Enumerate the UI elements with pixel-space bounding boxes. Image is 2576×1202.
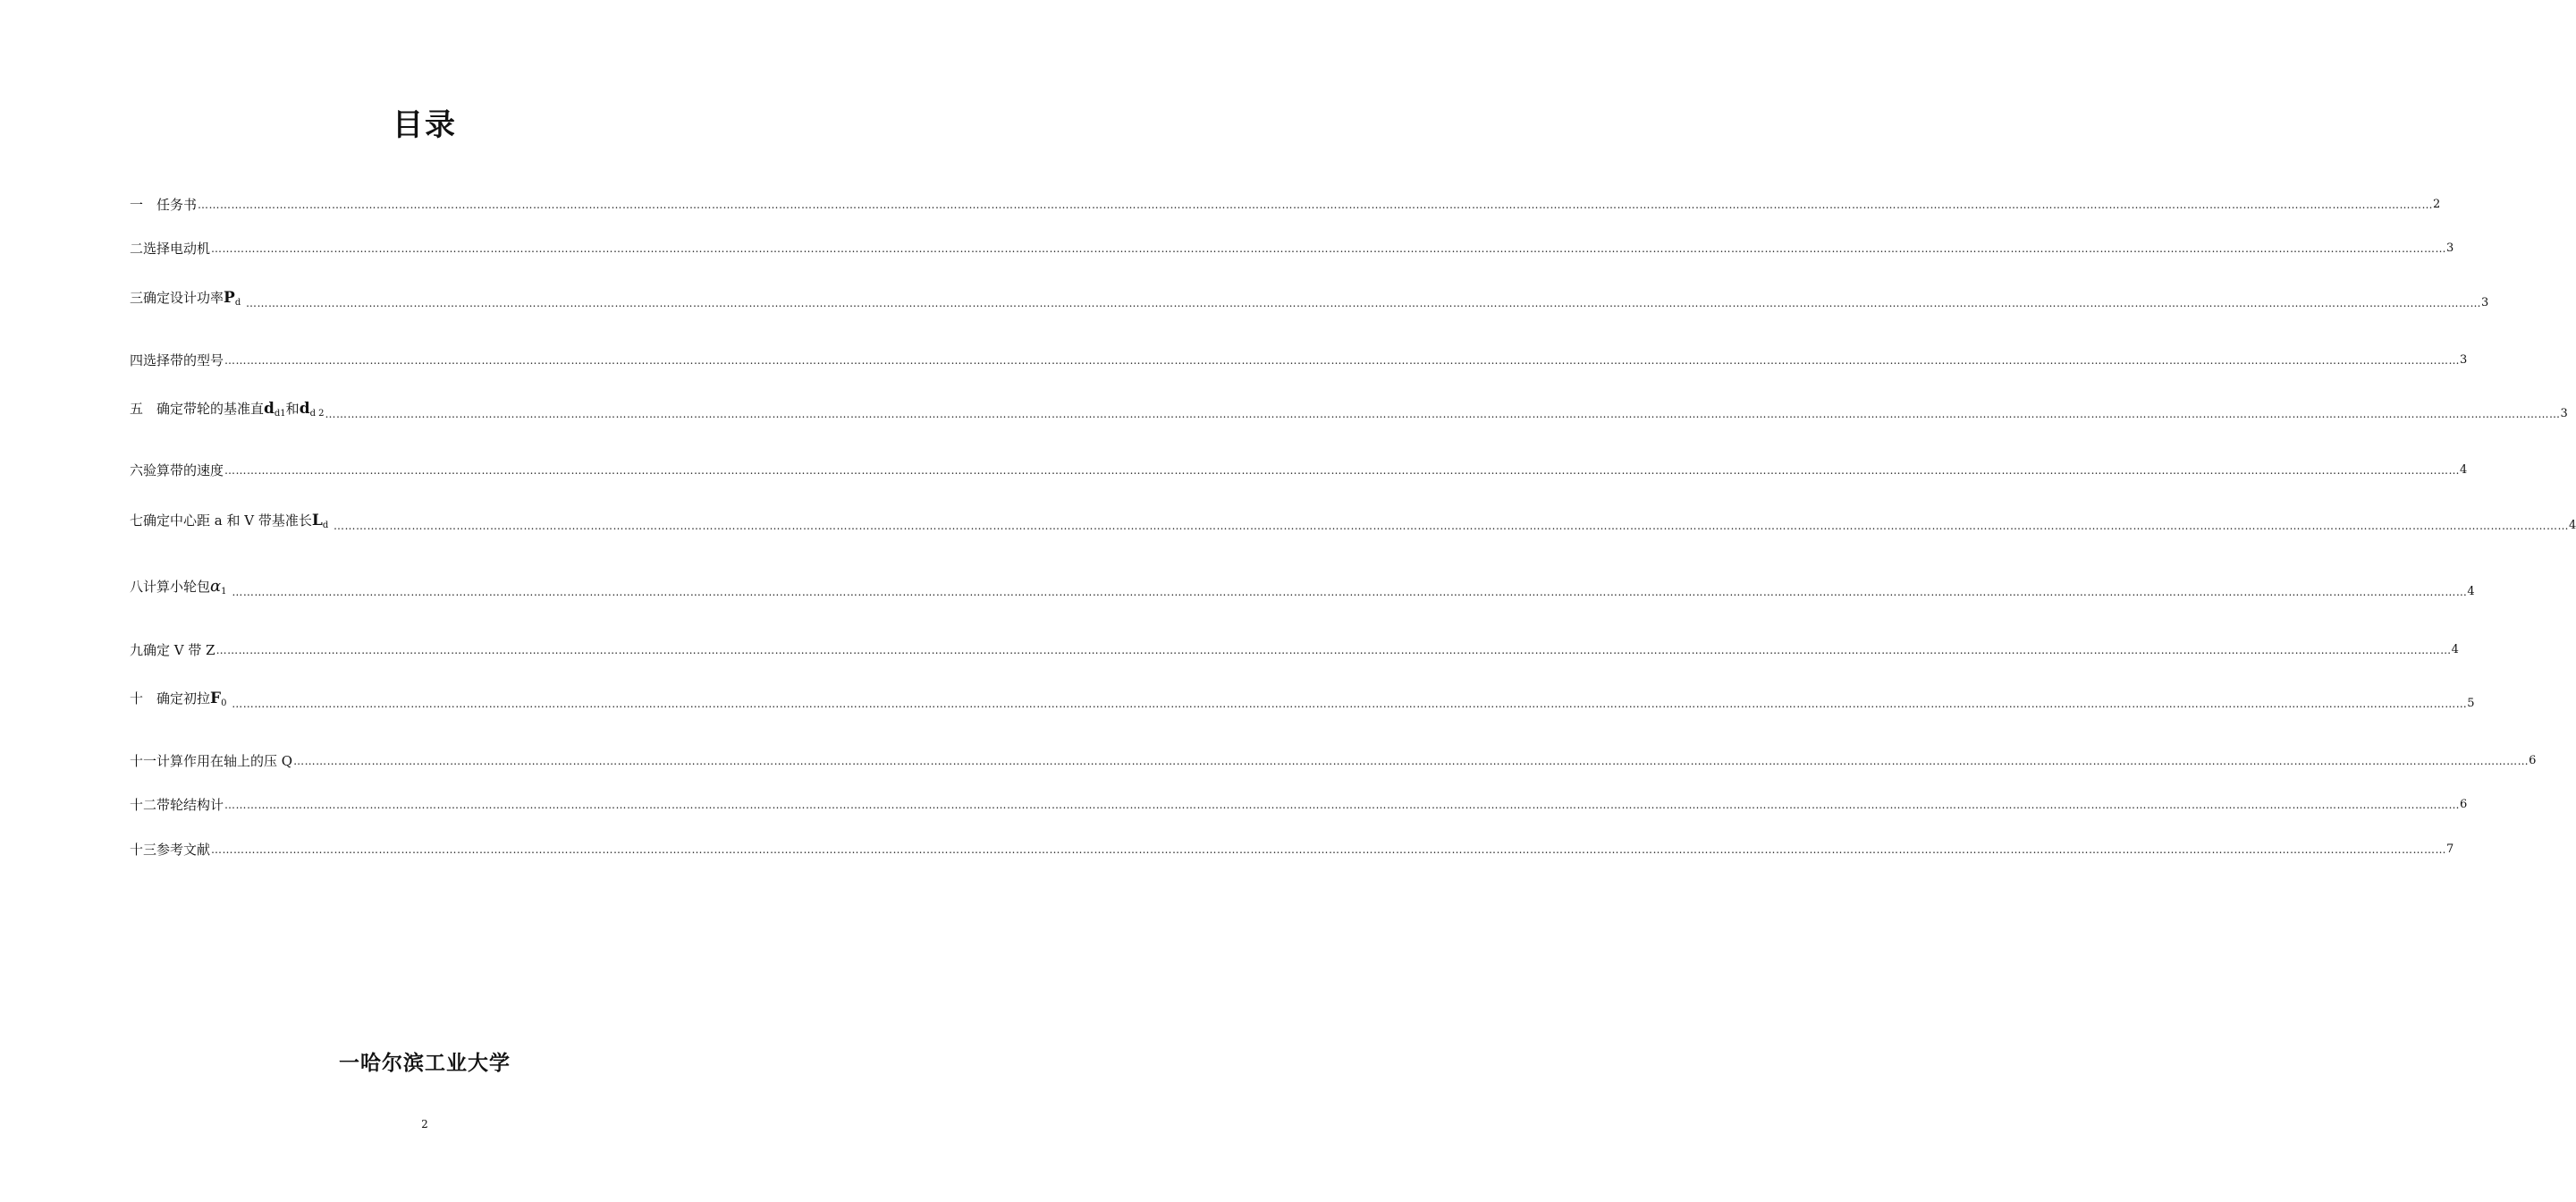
toc-leader-dots: …………………………………………………………………………………………………………………………………………………………………………………………………………………………………………………………………………………………………………………………………………………………………………………………………………………………………………………………………………………………………………………………………………………… <box>215 644 2452 656</box>
toc-entry-text <box>130 577 231 602</box>
toc-entry-3[interactable] <box>130 286 2489 313</box>
toc-leader-dots: …………………………………………………………………………………………………………………………………………………………………………………………………………………………………………………………………………………………………………………………………………………………………………………………………………………………………………………………………………………………………………………………………………………… <box>232 698 2468 710</box>
institution-name: 一哈尔滨工业大学 <box>339 1051 511 1075</box>
toc-leader-dots: …………………………………………………………………………………………………………………………………………………………………………………………………………………………………………………………………………………………………………………………………………………………………………………………………………………………………………………………………………………………………………………………………………………… <box>211 242 2447 255</box>
toc-leader-dots: …………………………………………………………………………………………………………………………………………………………………………………………………………………………………………………………………………………………………………………………………………………………………………………………………………………………………………………………………………………………………………………………………………………… <box>224 354 2461 367</box>
toc-entry-4[interactable] <box>130 343 2468 370</box>
toc-leader-dots: …………………………………………………………………………………………………………………………………………………………………………………………………………………………………………………………………………………………………………………………………………………………………………………………………………………………………………………………………………………………………………………………………………………… <box>293 755 2530 767</box>
toc-entry-label: 三确定设计功率 <box>130 290 224 306</box>
toc-leader-dots: …………………………………………………………………………………………………………………………………………………………………………………………………………………………………………………………………………………………………………………………………………………………………………………………………………………………………………………………………………………………………………………………………………………… <box>224 799 2461 811</box>
toc-entry-text: 九确定 V 带 Z <box>130 642 215 658</box>
toc-leader-dots: …………………………………………………………………………………………………………………………………………………………………………………………………………………………………………………………………………………………………………………………………………………………………………………………………………………………………………………………………………………………………………………………………………………… <box>334 520 2569 532</box>
toc-entry-12[interactable] <box>130 788 2468 815</box>
symbol-p: P <box>224 289 235 307</box>
toc-entry-text <box>130 288 245 313</box>
toc-page-number: 2 <box>2433 198 2441 211</box>
toc-page-number: 6 <box>2460 798 2468 811</box>
toc-page-number: 3 <box>2446 241 2454 255</box>
toc-leader-dots: …………………………………………………………………………………………………………………………………………………………………………………………………………………………………………………………………………………………………………………………………………………………………………………………………………………………………………………………………………………………………………………………………………………… <box>246 297 2481 309</box>
toc-entry-text <box>130 399 325 424</box>
toc-entry-label: 十 确定初拉 <box>130 690 211 707</box>
toc-entry-label: 八计算小轮包 <box>130 579 211 595</box>
toc-page-number: 5 <box>2467 697 2475 710</box>
toc-entry-1[interactable] <box>130 188 2441 215</box>
toc-entry-6[interactable] <box>130 453 2468 480</box>
toc-page-number: 4 <box>2569 519 2576 532</box>
subscript-0: 0 <box>221 698 227 708</box>
toc-page-number: 7 <box>2446 842 2454 856</box>
toc-page-number: 3 <box>2481 296 2489 309</box>
toc-entry-text: 十一计算作用在轴上的压 Q <box>130 753 293 769</box>
subscript-1: 1 <box>221 587 227 597</box>
page-title: 目录 <box>393 107 457 143</box>
toc-entry-label: 五 确定带轮的基准直 <box>130 401 265 417</box>
subscript-d2: d 2 <box>309 409 325 419</box>
toc-leader-dots: …………………………………………………………………………………………………………………………………………………………………………………………………………………………………………………………………………………………………………………………………………………………………………………………………………………………………………………………………………………………………………………………………………………… <box>232 586 2468 598</box>
symbol-alpha: α <box>210 577 222 596</box>
toc-entry-2[interactable] <box>130 232 2454 258</box>
toc-entry-text: 四选择带的型号 <box>130 352 224 368</box>
subscript-d: d <box>322 521 329 530</box>
symbol-l: L <box>311 512 323 529</box>
toc-entry-label: 七确定中心距 a 和 V 带基准长 <box>130 512 312 529</box>
toc-page-number: 3 <box>2460 353 2468 367</box>
toc-entry-text <box>130 689 231 714</box>
symbol-f: F <box>210 690 222 707</box>
toc-leader-dots: …………………………………………………………………………………………………………………………………………………………………………………………………………………………………………………………………………………………………………………………………………………………………………………………………………………………………………………………………………………………………………………………………………………… <box>211 843 2447 856</box>
toc-entry-text: 十二带轮结构计 <box>130 797 224 813</box>
toc-entry-9[interactable] <box>130 633 2459 660</box>
toc-page-number: 3 <box>2560 407 2568 420</box>
toc-entry-text: 一 任务书 <box>130 197 198 213</box>
toc-entry-11[interactable] <box>130 744 2537 771</box>
toc-page-number: 6 <box>2529 754 2537 767</box>
toc-leader-dots: …………………………………………………………………………………………………………………………………………………………………………………………………………………………………………………………………………………………………………………………………………………………………………………………………………………………………………………………………………………………………………………………………………………… <box>325 408 2561 420</box>
toc-leader-dots: …………………………………………………………………………………………………………………………………………………………………………………………………………………………………………………………………………………………………………………………………………………………………………………………………………………………………………………………………………………………………………………………………………………… <box>198 199 2434 211</box>
joiner-text: 和 <box>285 401 300 417</box>
toc-entry-13[interactable] <box>130 833 2454 859</box>
subscript-d1: d1 <box>274 409 286 419</box>
toc-entry-text: 十三参考文献 <box>130 842 211 858</box>
toc-page-number: 4 <box>2467 585 2475 598</box>
toc-entry-text <box>130 511 333 536</box>
toc-entry-text: 二选择电动机 <box>130 241 211 257</box>
subscript-d: d <box>234 298 241 308</box>
page-number: 2 <box>421 1118 428 1130</box>
symbol-d: d <box>264 400 274 418</box>
toc-leader-dots: …………………………………………………………………………………………………………………………………………………………………………………………………………………………………………………………………………………………………………………………………………………………………………………………………………………………………………………………………………………………………………………………………………………… <box>224 464 2461 477</box>
toc-page-number: 4 <box>2451 643 2459 656</box>
toc-entry-7[interactable] <box>130 509 2576 536</box>
toc-entry-5[interactable] <box>130 397 2568 424</box>
toc-page-number: 4 <box>2460 463 2468 477</box>
toc-entry-8[interactable] <box>130 575 2475 602</box>
toc-entry-text: 六验算带的速度 <box>130 462 224 478</box>
symbol-d: d <box>299 400 310 418</box>
toc-entry-10[interactable] <box>130 687 2475 714</box>
